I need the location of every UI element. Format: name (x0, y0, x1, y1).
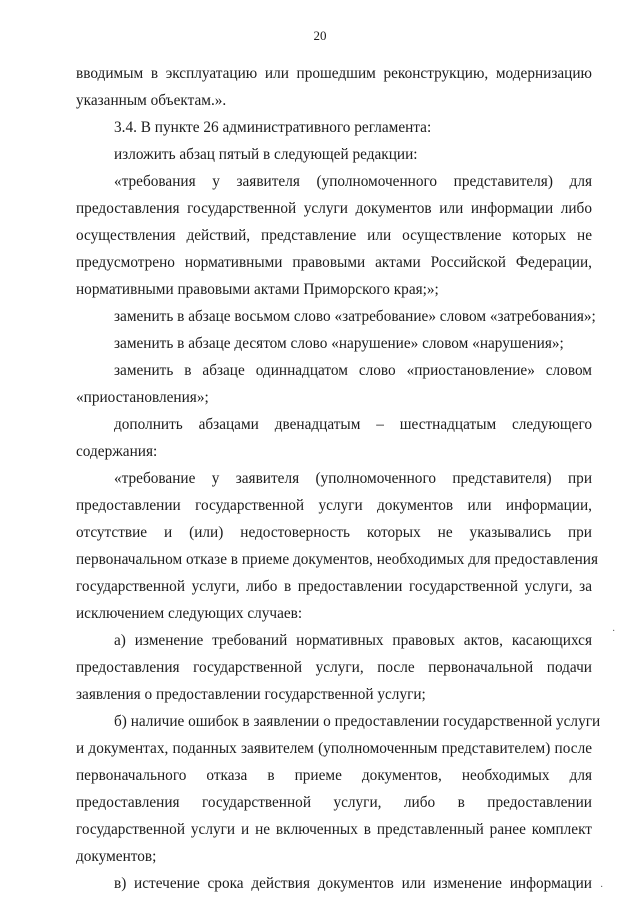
text-line: дополнить абзацами двенадцатым – шестнадцатым следующего (114, 416, 592, 433)
text-line: а) изменение требований нормативных правовых актов, касающихся (114, 632, 592, 649)
text-line: 3.4. В пункте 26 административного регламента: (114, 119, 432, 136)
text-line: отсутствие и (или) недостоверность которых не указывались при (76, 524, 592, 541)
text-line: первоначальном отказе в приеме документов, необходимых для предоставления (76, 551, 599, 568)
text-line: исключением следующих случаев: (76, 605, 303, 622)
text-line: предусмотрено нормативными правовыми актами Российской Федерации, (76, 254, 592, 271)
text-line: документов; (76, 848, 157, 865)
text-line: указанным объектам.». (76, 92, 227, 109)
page-number: 20 (313, 28, 327, 43)
text-line: предоставлении государственной услуги документов или информации, (76, 497, 592, 514)
text-line: предоставления государственной услуги, после первоначальной подачи (76, 659, 592, 676)
text-line: вводимым в эксплуатацию или прошедшим реконструкцию, модернизацию (76, 65, 592, 82)
text-line: государственной услуги и не включенных в представленный ранее комплект (76, 821, 592, 838)
text-line: б) наличие ошибок в заявлении о предоставлении государственной услуги (114, 713, 601, 730)
text-line: первоначального отказа в приеме документов, необходимых для (76, 767, 592, 784)
text-line: в) истечение срока действия документов или изменение информации (114, 875, 592, 892)
text-line: заменить в абзаце восьмом слово «затребование» словом «затребования»; (114, 308, 596, 325)
text-line: изложить абзац пятый в следующей редакции: (114, 146, 418, 163)
text-line: осуществления действий, представление или осуществление которых не (76, 227, 592, 244)
text-line: заявления о предоставлении государственной услуги; (76, 686, 426, 703)
scan-speck: · (612, 626, 616, 637)
scan-speck: · (600, 882, 604, 893)
text-line: «требования у заявителя (уполномоченного представителя) для (114, 173, 592, 190)
text-line: «приостановления»; (76, 389, 209, 406)
text-line: заменить в абзаце десятом слово «нарушение» словом «нарушения»; (114, 335, 564, 352)
text-line: «требование у заявителя (уполномоченного представителя) при (114, 470, 592, 487)
text-line: предоставления государственной услуги, либо в предоставлении (76, 794, 592, 811)
text-line: государственной услуги, либо в предоставлении государственной услуги, за (76, 578, 592, 595)
text-line: заменить в абзаце одиннадцатом слово «приостановление» словом (114, 362, 592, 379)
text-line: и документах, поданных заявителем (уполномоченным представителем) после (76, 740, 592, 757)
text-line: нормативными правовыми актами Приморского края;»; (76, 281, 439, 298)
text-line: содержания: (76, 443, 158, 460)
text-line: предоставления государственной услуги документов или информации либо (76, 200, 592, 217)
